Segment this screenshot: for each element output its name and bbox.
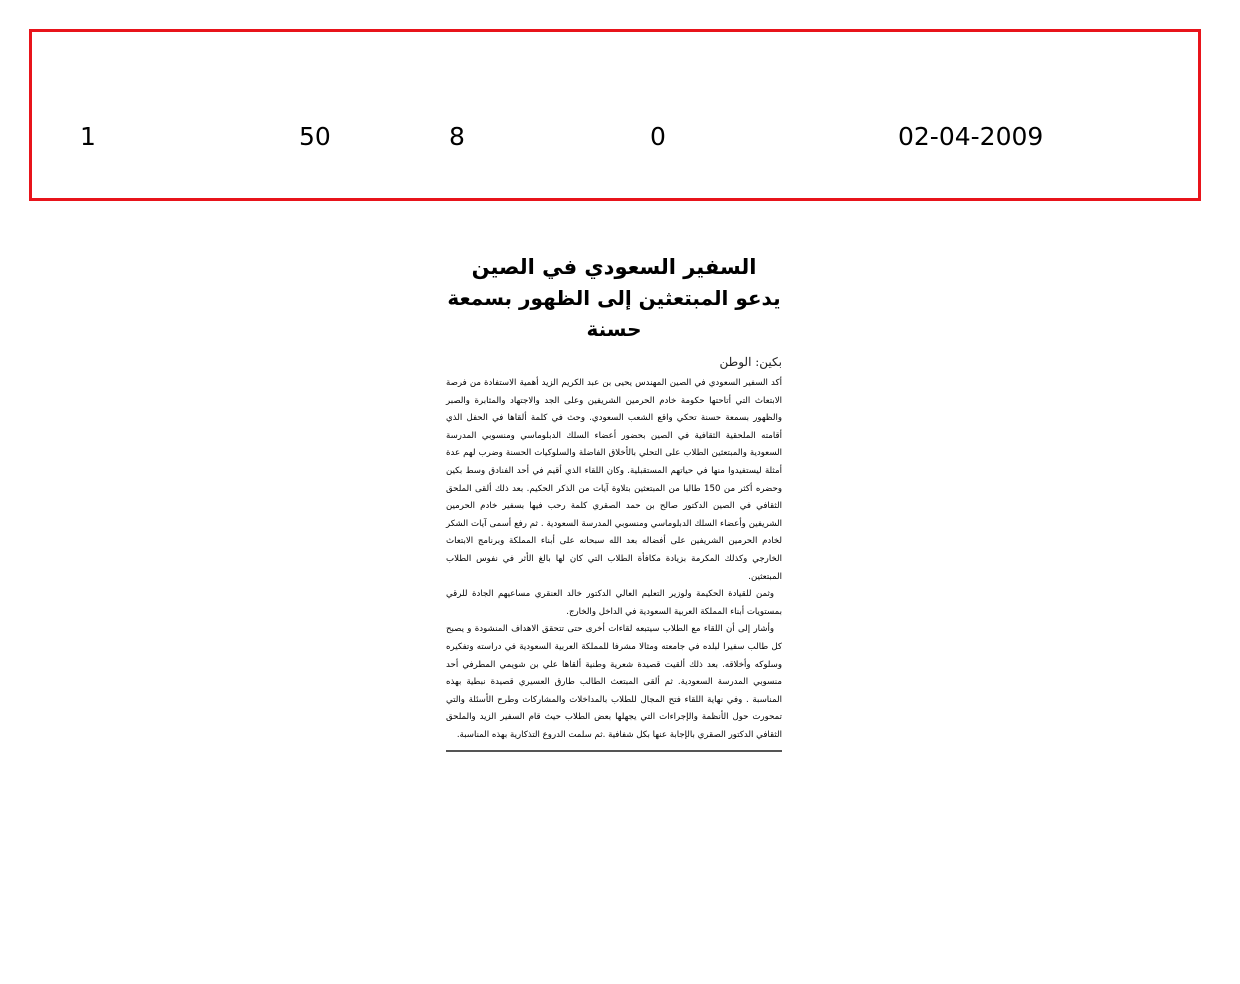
date-value: 02-04-2009 [898, 122, 1044, 151]
article-clipping [446, 252, 782, 752]
issue-value: 0 [650, 122, 666, 151]
headline-line-1: السفير السعودي في الصين [471, 255, 757, 279]
clip-value: 1 [80, 122, 96, 151]
headline-line-2: يدعو المبتعثين إلى الظهور بسمعة حسنة [447, 286, 781, 341]
article-paragraph: وأشار إلى أن اللقاء مع الطلاب سيتبعه لقاءات أخرى حتى تتحقق الاهداف المنشودة و يصبح كل طالب سفيرا لبلده في جامعته ومثالا مشرفا للمملكة العربية السعودية في دراسته وتفكيره وسلوكه وأخلاقه. بعد ذلك ألقيت قصيدة شعرية وطنية ألقاها علي بن شويمي المطرفي أحد منسوبي المدرسة السعودية. ثم ألقى المبتعث الطالب طارق العسيري قصيدة نبطية بهذه المناسبة . وفي نهاية اللقاء فتح المجال للطلاب بالمداخلات والمشاركات وطرح الأسئلة والتي تمحورت حول الأنظمة والإجراءات التي يجهلها بعض الطلاب حيث قام السفير الزيد والملحق الثقافي الدكتور الصقري بالإجابة عنها بكل شفافية .ثم سلمت الدروع التذكارية بهذه المناسبة. [446, 624, 782, 740]
serial-value: 50 [299, 122, 331, 151]
article-dateline: بكين: الوطن [719, 355, 782, 369]
page-value: 8 [449, 122, 465, 151]
article-paragraph: أكد السفير السعودي في الصين المهندس يحيى بن عبد الكريم الزيد أهمية الاستفادة من فرصة الابتعاث التي أتاحتها حكومة خادم الحرمين الشريفين وعلى الجد والاجتهاد والمثابرة والصبر والظهور بسمعة حسنة تحكي واقع الشعب السعودي. وحث في كلمة ألقاها في الحفل الذي أقامته الملحقية الثقافية في الصين بحضور أعضاء السلك الدبلوماسي ومنسوبي المدرسة السعودية والمبتعثين الطلاب على التحلي بالأخلاق الفاضلة والسلوكيات الحسنة وضرب لهم عدة أمثلة ليستفيدوا منها في حياتهم المستقبلية. وكان اللقاء الذي أقيم في أحد الفنادق وسط بكين وحضره أكثر من 150 طالبا من المبتعثين بتلاوة آيات من الذكر الحكيم. بعد ذلك ألقى الملحق الثقافي في الصين الدكتور صالح بن حمد الصقري كلمة رحب فيها بسفير خادم الحرمين الشريفين وأعضاء السلك الدبلوماسي ومنسوبي المدرسة السعودية . ثم رفع أسمى آيات الشكر لخادم الحرمين الشريفين على أفضاله بعد الله سبحانه على أبناء المملكة وبرنامج الابتعاث الخارجي وكذلك المكرمة بزيادة مكافأة الطلاب التي كان لها بالغ الأثر في نفوس الطلاب المبتعثين. [446, 378, 782, 582]
metadata-box [29, 29, 1201, 201]
article-paragraph: وثمن للقيادة الحكيمة ولوزير التعليم العالي الدكتور خالد العنقري مساعيهم الجادة للرقي بمستويات أبناء المملكة العربية السعودية في الداخل والخارج. [446, 589, 782, 617]
article-bottom-rule [446, 750, 782, 752]
article-headline [446, 252, 782, 345]
